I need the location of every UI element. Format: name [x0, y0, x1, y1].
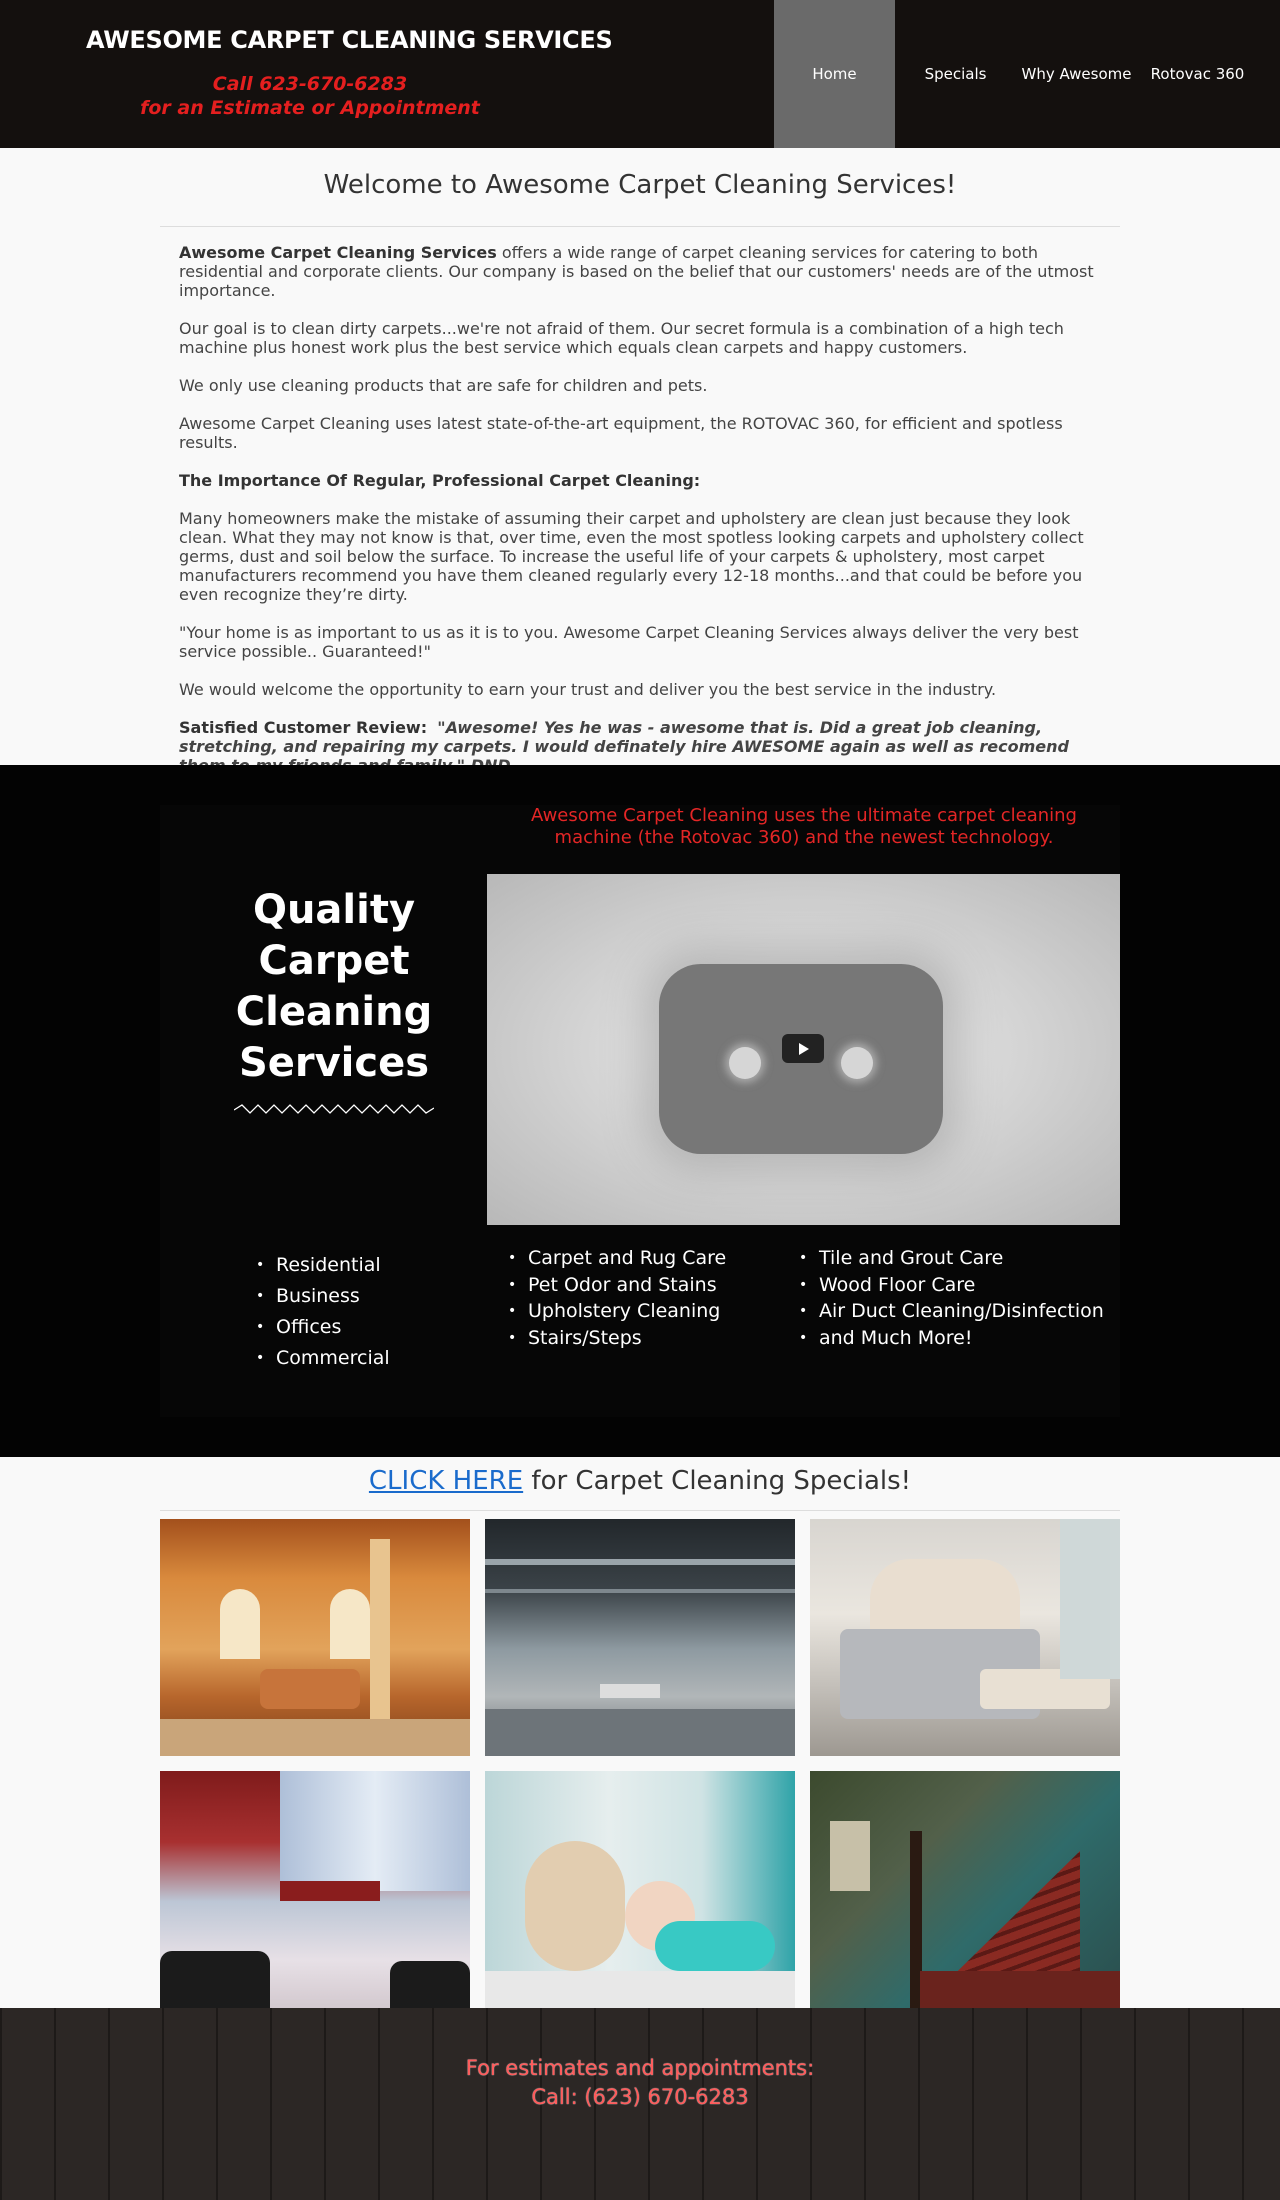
photo-baby-and-dog[interactable] — [485, 1771, 795, 2008]
list-item: • and Much More! — [799, 1325, 1104, 1352]
goal-paragraph: Our goal is to clean dirty carpets...we're not afraid of them. Our secret formula is a combination of a high tech machine plus honest work plus the best service which equals clean carpets and happy customers. — [179, 319, 1064, 357]
site-brand[interactable]: AWESOME CARPET CLEANING SERVICES — [86, 26, 613, 54]
call-subtitle: for an Estimate or Appointment — [140, 97, 480, 119]
play-icon[interactable] — [782, 1034, 824, 1063]
review-quote: "Awesome! Yes he was - awesome that is. Did a great job cleaning, stretching, and repairing my carpets. I would definately hire AWESOME again as well as recomend — [179, 718, 1069, 756]
list-item: • Offices — [256, 1312, 390, 1343]
divider — [160, 1510, 1120, 1511]
nav-rotovac-360[interactable]: Rotovac 360 — [1150, 65, 1245, 83]
safety-paragraph: We only use cleaning products that are safe for children and pets. — [179, 376, 708, 395]
machine-light-right — [841, 1047, 873, 1079]
list-item: • Pet Odor and Stains — [508, 1272, 726, 1299]
list-item: • Wood Floor Care — [799, 1272, 1104, 1299]
list-item: • Upholstery Cleaning — [508, 1298, 726, 1325]
service-list-2 — [799, 1245, 1104, 1351]
list-item: • Carpet and Rug Care — [508, 1245, 726, 1272]
review-label: Satisfied Customer Review: — [179, 718, 428, 737]
equipment-paragraph: Awesome Carpet Cleaning uses latest state-of-the-art equipment, the ROTOVAC 360, for efficient and spotless results. — [179, 414, 1063, 452]
photo-office[interactable] — [485, 1519, 795, 1756]
client-type-list — [256, 1250, 390, 1374]
intro-text: offers a wide range of carpet cleaning services for catering to both residential and corporate clients. Our company is based on the belief that our customers' needs are of the utmost importance. — [179, 243, 1094, 300]
photo-office-room[interactable] — [160, 1771, 470, 2008]
nav-why-awesome[interactable]: Why Awesome — [1021, 65, 1132, 83]
footer-line1: For estimates and appointments: — [465, 2056, 815, 2080]
photo-bedroom[interactable] — [810, 1519, 1120, 1756]
list-item: • Business — [256, 1281, 390, 1312]
zigzag-divider-icon — [234, 1104, 434, 1116]
footer-contact — [0, 2054, 1280, 2112]
intro-company-name: Awesome Carpet Cleaning Services — [179, 243, 497, 262]
intro-paragraph — [179, 243, 1101, 300]
main-nav — [774, 0, 1258, 148]
importance-paragraph: Many homeowners make the mistake of assuming their carpet and upholstery are clean just because they look clean. What they may not know is that, over time, even the most spotless looking carpets and upholstery collect germs, dust and soil below the surface. To increase the useful life of your carpets & upholstery, most carpet manufacturers recommend you have them cleaned regularly every 12-18 months...and that could be before you even recognize they’re dirty. — [179, 509, 1084, 604]
list-item: • Residential — [256, 1250, 390, 1281]
photo-stairs[interactable] — [810, 1771, 1120, 2008]
specials-link[interactable]: CLICK HERE — [368, 1466, 524, 1496]
footer-phone[interactable]: Call: (623) 670-6283 — [531, 2085, 749, 2109]
nav-specials[interactable]: Specials — [924, 65, 987, 83]
photo-living-room[interactable] — [160, 1519, 470, 1756]
service-list-1 — [508, 1245, 726, 1351]
rotovac-note: Awesome Carpet Cleaning uses the ultimate carpet cleaning machine (the Rotovac 360) and the newest technology. — [531, 805, 1077, 848]
importance-heading: The Importance Of Regular, Professional Carpet Cleaning: — [179, 471, 701, 490]
list-item: • Commercial — [256, 1343, 390, 1374]
list-item: • Tile and Grout Care — [799, 1245, 1104, 1272]
nav-home[interactable]: Home — [774, 0, 895, 148]
welcome-content — [179, 243, 1101, 794]
welcome-title: Welcome to Awesome Carpet Cleaning Services! — [323, 170, 957, 200]
call-phone: Call 623-670-6283 — [212, 73, 408, 95]
guarantee-paragraph: "Your home is as important to us as it is to you. Awesome Carpet Cleaning Services always deliver the very best service possible.. Guaranteed!" — [179, 623, 1079, 661]
trust-paragraph: We would welcome the opportunity to earn your trust and deliver you the best service in the industry. — [179, 680, 997, 699]
quality-title: Quality Carpet Cleaning Services — [235, 887, 433, 1086]
divider — [160, 226, 1120, 227]
machine-light-left — [729, 1047, 761, 1079]
list-item: • Stairs/Steps — [508, 1325, 726, 1352]
specials-heading — [0, 1466, 1280, 1496]
specials-text: for Carpet Cleaning Specials! — [523, 1466, 912, 1496]
rotovac-video[interactable] — [487, 874, 1120, 1225]
list-item: • Air Duct Cleaning/Disinfection — [799, 1298, 1104, 1325]
